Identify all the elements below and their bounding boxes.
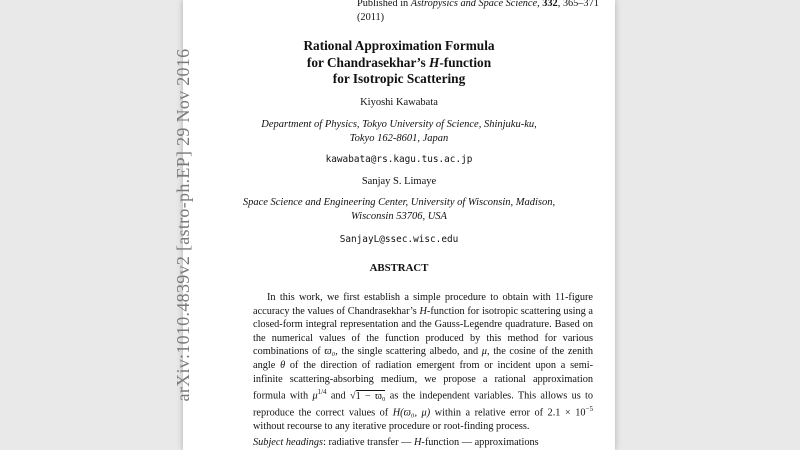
publication-year: (2011)	[357, 12, 385, 23]
title-line-3: for Isotropic Scattering	[332, 71, 466, 86]
publication-prefix: Published in	[357, 0, 409, 9]
journal-volume: 332	[542, 0, 558, 9]
abstract-body: In this work, we first establish a simple procedure to obtain with 11-figure accuracy the values of Chandrasekhar’s H-function for isotropic scattering using a closed-form integral representation and the Gauss-Legendre quadrature. Based on the numerical values of the function produced by this method for various combinations of ϖ₀, the single scattering albedo, and μ, the cosine of the zenith angle θ of the direction of radiation emergent from or incident upon a semi-infinite scattering-absorbing medium, we propose a rational approximation formula with $\mu^{1/4}$ and √1 − ϖ₀ as the independent variables. This allows us to reproduce the correct values of H(ϖ₀, μ) within a relative error of $2.1 \times 10^{-5}$ without recourse to any iterative procedure or root-finding process.	[253, 292, 594, 433]
author-1-email[interactable]: kawabata@rs.kagu.tus.ac.jp	[325, 154, 473, 165]
paper-page	[173, 0, 615, 450]
arxiv-identifier: arXiv:1010.4839v2 [astro-ph.EP] 29 Nov 2016	[173, 48, 193, 402]
title-line-2: for Chandrasekhar’s H-function	[306, 54, 492, 70]
author-1-affiliation: Department of Physics, Tokyo University of Science, Shinjuku-ku, Tokyo 162-8601, Japan	[261, 119, 537, 144]
journal-name: Astropysics and Space Science	[410, 0, 538, 9]
abstract-heading: ABSTRACT	[369, 262, 429, 274]
paper-title	[183, 38, 615, 88]
author-2-email[interactable]: SanjayL@ssec.wisc.edu	[339, 234, 459, 245]
author-2-name: Sanjay S. Limaye	[361, 176, 437, 187]
subject-headings: Subject headings: radiative transfer — H-function — approximations	[253, 437, 539, 448]
author-1-name: Kiyoshi Kawabata	[360, 97, 438, 108]
journal-pages: , 365–371	[557, 0, 599, 9]
title-line-1: Rational Approximation Formula	[303, 38, 495, 53]
publication-info: Published in Astropysics and Space Science, 332, 365–371 (2011)	[357, 0, 599, 23]
author-2-affiliation: Space Science and Engineering Center, University of Wisconsin, Madison, Wisconsin 53706, USA	[242, 197, 556, 222]
